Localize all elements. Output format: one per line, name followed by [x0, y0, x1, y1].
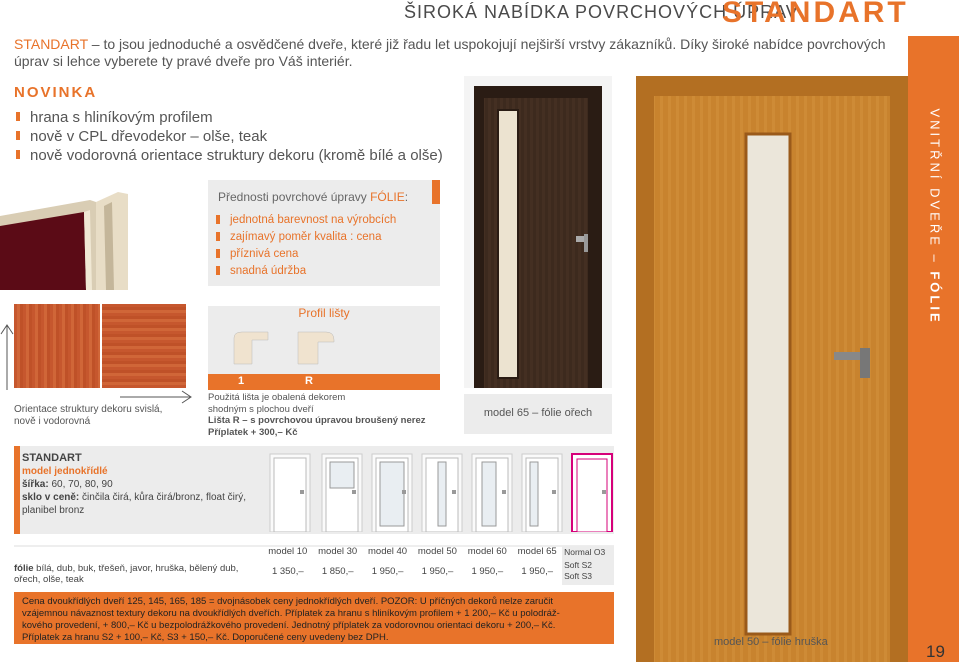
advantages-list [214, 212, 396, 280]
list-item: nově vodorovná orientace struktury dekoru (kromě bílé a olše) [14, 146, 443, 165]
table-header-cell: Normal O3 [562, 546, 614, 557]
advantages-title [218, 190, 408, 204]
profile-desc-bold: Příplatek + 300,– Kč [208, 426, 298, 438]
orientation-note [14, 404, 162, 428]
model-50-caption: model 50 – fólie hruška [714, 636, 828, 648]
table-header-cell: model 50 [417, 546, 457, 557]
footer-line: kového provedení, + 800,– Kč u bezpolodrážkového provedení. Jednotný příplatek za vodorovnou orientaci dekoru + 200,– Kč. [22, 620, 556, 631]
intro-lead: STANDART [14, 36, 88, 52]
header-subtitle: ŠIROKÁ NABÍDKA POVRCHOVÝCH ÚPRAV [404, 2, 799, 22]
mini-door-model-10 [268, 452, 312, 532]
table-cell [562, 557, 614, 585]
edge-profile-image [0, 186, 136, 290]
table-row [14, 546, 614, 557]
price-row-label-2: ořech, olše, teak [14, 574, 84, 585]
mini-door-normal-soft [570, 452, 614, 532]
mini-door-model-30 [320, 452, 364, 532]
footer-line: Příplatek za hranu S2 + 100,– Kč, S3 + 150,– Kč. Doporučené ceny uvedeny bez DPH. [22, 632, 389, 643]
table-header-cell: model 60 [467, 546, 507, 557]
table-cell: 1 950,– [421, 565, 454, 577]
list-item: zajímavý poměr kvalita : cena [214, 229, 396, 246]
table-cell: 1 950,– [471, 565, 504, 577]
header-title: STANDART [722, 0, 909, 29]
table-cell: 1 950,– [521, 565, 554, 577]
profile-desc-line: Použitá lišta je obalená dekorem [208, 392, 346, 403]
profile-desc-bold: Lišta R – s povrchovou úpravou broušený nerez [208, 415, 426, 426]
intro-body: – to jsou jednoduché a osvědčené dveře, které již řadu let uspokojují nejširší vrstvy zákazníků. Díky široké nabídce povrchových úprav si lehce vyberete ty pravé dveře pro Váš interiér. [14, 36, 886, 69]
advantages-title-highlight: FÓLIE [370, 190, 405, 204]
table-cell: 1 850,– [321, 565, 354, 577]
profile-label-r: R [305, 375, 313, 387]
arrow-up-icon [0, 322, 14, 392]
width-value: 60, 70, 80, 90 [48, 479, 113, 490]
arrow-right-icon [118, 390, 194, 404]
advantages-title-suffix: : [404, 190, 409, 204]
table-header-cell: model 65 [517, 546, 557, 557]
standard-title: STANDART [22, 452, 82, 464]
advantages-title-prefix: Přednosti povrchové úpravy [218, 190, 371, 204]
price-row-label: bílá, dub, buk, třešeň, javor, hruška, bělený dub, [33, 563, 239, 574]
mini-door-model-65 [520, 452, 564, 532]
glass-value: činčila čirá, kůra čirá/bronz, float čirý, [79, 492, 246, 503]
standard-accent [14, 446, 20, 534]
standard-specs [22, 452, 246, 517]
table-header-cell: model 10 [268, 546, 308, 557]
list-item: snadná údržba [214, 263, 396, 280]
list-item: hrana s hliníkovým profilem [14, 108, 443, 127]
soft-s3-label: Soft S3 [564, 571, 592, 581]
advantages-accent [432, 180, 440, 204]
page-number: 19 [926, 642, 945, 661]
profile-description [208, 392, 426, 438]
price-row-bold: fólie [14, 563, 34, 574]
table-cell [14, 557, 263, 585]
wood-sample-vertical [14, 304, 100, 388]
table-row [14, 557, 614, 585]
profile-r-icon [296, 330, 336, 366]
side-label-text: VNITŘNÍ DVEŘE – [927, 108, 943, 272]
orientation-line: Orientace struktury dekoru svislá, [14, 404, 163, 415]
mini-door-model-50 [420, 452, 464, 532]
table-header-cell: model 40 [368, 546, 408, 557]
glass-label: sklo v ceně: [22, 492, 80, 503]
profile-title: Profil lišty [298, 306, 350, 320]
model-65-caption: model 65 – fólie ořech [483, 407, 593, 419]
mini-door-model-40 [370, 452, 414, 532]
list-item: jednotná barevnost na výrobcích [214, 212, 396, 229]
profile-label-1: 1 [238, 375, 245, 387]
mini-door-model-60 [470, 452, 514, 532]
glass-value-2: planibel bronz [22, 505, 85, 516]
side-label-bold: FÓLIE [927, 271, 943, 325]
table-header-cell: model 30 [318, 546, 358, 557]
footer-line: vzájemnou návaznost textury dekoru na dvoukřídlých dveřích. Příplatek za hranu s hliníkovým profilem + 1 200,– Kč u polodráž- [22, 608, 560, 619]
orientation-line: nově i vodorovná [14, 416, 91, 427]
list-item: příznivá cena [214, 246, 396, 263]
profile-desc-line: shodným s plochou dveří [208, 403, 314, 415]
table-cell: 1 350,– [271, 565, 304, 577]
door-model-50-image [636, 76, 908, 662]
width-label: šířka: [22, 479, 49, 490]
standard-type: model jednokřídlé [22, 466, 108, 477]
novinka-title: NOVINKA [14, 84, 98, 101]
list-item: nově v CPL dřevodekor – olše, teak [14, 127, 443, 146]
side-label [927, 108, 943, 325]
novinka-list [14, 108, 443, 165]
price-table [14, 546, 614, 585]
footer-line: Cena dvoukřídlých dveří 125, 145, 165, 185 = dvojnásobek ceny jednokřídlých dveří. POZOR: U příčných dekorů nelze zaručit [22, 596, 553, 607]
profile-1-icon [230, 330, 270, 366]
door-model-65-image [464, 76, 612, 388]
intro-text [14, 36, 914, 70]
soft-s2-label: Soft S2 [564, 560, 592, 570]
footer-note [22, 596, 612, 644]
wood-sample-horizontal [102, 304, 186, 388]
table-cell: 1 950,– [371, 565, 404, 577]
